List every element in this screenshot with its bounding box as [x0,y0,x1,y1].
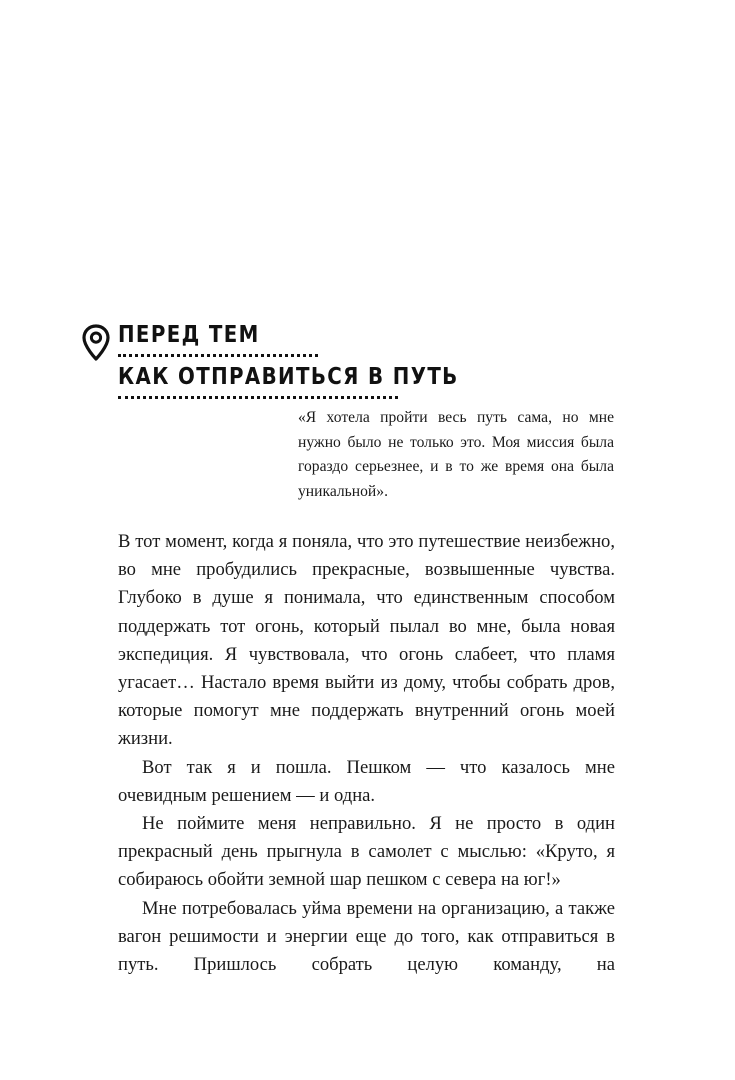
paragraph: В тот момент, когда я поняла, что это путешествие неизбежно, во мне пробудились прекрасные, возвышенные чувства. Глубоко в душе я понимала, что единственным способом поддержать тот огонь, который пылал во мне, была новая экспедиция. Я чувствовала, что огонь слабеет, что пламя угасает… Настало время выйти из дому, чтобы собрать дров, которые помогут мне поддержать внутренний огонь моей жизни. [118,531,615,750]
paragraph: Не поймите меня неправильно. Я не просто в один прекрасный день прыгнула в самолет с мыслью: «Круто, я собираюсь обойти земной шар пешком с севера на юг!» [118,813,615,891]
chapter-title-line-1: ПЕРЕД ТЕМ [118,322,260,348]
paragraph: Вот так я и пошла. Пешком — что казалось мне очевидным решением — и одна. [118,756,615,806]
title-underline-1 [118,354,318,357]
chapter-title-line-2: КАК ОТПРАВИТЬСЯ В ПУТЬ [118,364,459,390]
body-text [118,528,615,979]
map-pin-icon [82,324,110,362]
paragraph: Мне потребовалась уйма времени на организацию, а также вагон решимости и энергии еще до того, как отправиться в путь. Пришлось собрать целую команду, на [118,897,615,976]
title-underline-2 [118,396,398,399]
epigraph-quote: «Я хотела пройти весь путь сама, но мне нужно было не только это. Моя миссия была гораздо серьезнее, и в то же время она была уникальной». [298,409,614,500]
